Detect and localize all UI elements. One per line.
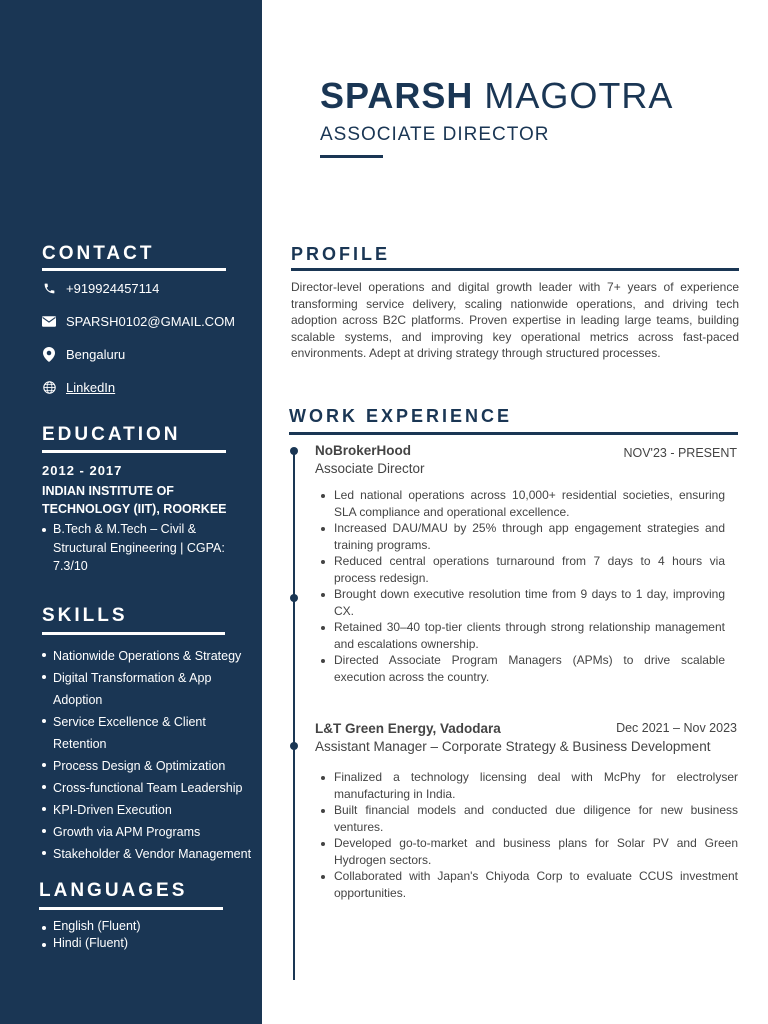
location-text: Bengaluru (66, 346, 126, 362)
job-bullet: Reduced central operations turnaround from 7 days to 4 hours via process redesign. (334, 554, 725, 585)
mail-icon (42, 314, 56, 328)
job-dates: NOV'23 - PRESENT (623, 446, 737, 460)
job-bullet: Finalized a technology licensing deal with McPhy for electrolyser manufacturing in India. (334, 770, 738, 801)
job-company: NoBrokerHood (315, 443, 412, 458)
skills-list (42, 645, 262, 865)
experience-heading: WORK EXPERIENCE (289, 406, 513, 426)
job-bullet: Directed Associate Program Managers (APMs) to drive scalable execution across the country. (334, 653, 725, 684)
job-bullet: Led national operations across 10,000+ residential societies, ensuring SLA compliance and operational excellence. (334, 488, 725, 519)
last-name: MAGOTRA (484, 75, 674, 116)
skill-item: Stakeholder & Vendor Management (42, 843, 262, 865)
skill-item: Cross-functional Team Leadership (42, 777, 262, 799)
skill-item: Nationwide Operations & Strategy (42, 645, 262, 667)
job-bullet: Retained 30–40 top-tier clients through strong relationship management and escalations ownership. (334, 620, 725, 651)
languages-divider (39, 907, 223, 910)
education-years: 2012 - 2017 (42, 463, 123, 478)
phone-icon (42, 281, 56, 295)
languages-list (42, 918, 141, 952)
language-item: Hindi (Fluent) (42, 935, 141, 952)
profile-summary: Director-level operations and digital growth leader with 7+ years of experience transforming service delivery, scaling nationwide operations, and driving tech adoption across B2C platforms. Proven expertise in leading large teams, building scalable systems, and improving key operational metrics across fast-paced environments. Adept at driving strategy through structured processes. (291, 280, 739, 360)
timeline-dot (290, 447, 298, 455)
linkedin-link[interactable]: LinkedIn (66, 379, 116, 395)
education-degree: B.Tech & M.Tech – Civil & Structural Engineering | CGPA: 7.3/10 (42, 520, 242, 576)
experience-divider (289, 432, 738, 435)
phone-number: +919924457114 (66, 280, 160, 296)
contact-phone (42, 279, 159, 297)
contact-heading: CONTACT (42, 243, 155, 264)
job-bullet-list (334, 487, 725, 685)
job-dates: Dec 2021 – Nov 2023 (616, 721, 737, 735)
language-item: English (Fluent) (42, 918, 141, 935)
job-bullet: Built financial models and conducted due diligence for new business ventures. (334, 803, 738, 834)
email-address[interactable]: SPARSH0102@GMAIL.COM (66, 313, 236, 329)
contact-email (42, 312, 235, 330)
education-divider (42, 450, 226, 453)
profile-divider (291, 268, 739, 271)
skill-item: KPI-Driven Execution (42, 799, 262, 821)
job-bullet-list (334, 769, 738, 901)
sidebar (0, 0, 262, 1024)
timeline-dot (290, 742, 298, 750)
job-company: L&T Green Energy, Vadodara (315, 721, 501, 736)
skills-heading: SKILLS (42, 605, 128, 626)
skill-item: Service Excellence & Client Retention (42, 711, 262, 755)
timeline-dot (290, 594, 298, 602)
globe-icon (42, 380, 56, 394)
skill-item: Digital Transformation & App Adoption (42, 667, 262, 711)
timeline-line (293, 450, 295, 980)
job-role: Associate Director (315, 461, 425, 476)
contact-linkedin (42, 378, 115, 396)
location-pin-icon (42, 347, 56, 361)
contact-location (42, 345, 125, 363)
full-name (320, 75, 673, 117)
skill-item: Process Design & Optimization (42, 755, 262, 777)
education-school: INDIAN INSTITUTE OF TECHNOLOGY (IIT), ROORKEE (42, 484, 227, 516)
contact-divider (42, 268, 226, 271)
languages-heading: LANGUAGES (39, 880, 188, 901)
title-underline (320, 155, 383, 158)
job-role: Assistant Manager – Corporate Strategy & Business Development (315, 739, 711, 754)
education-degree-list (42, 520, 242, 576)
job-bullet: Developed go-to-market and business plans for Solar PV and Green Hydrogen sectors. (334, 836, 738, 867)
job-bullet: Increased DAU/MAU by 25% through app engagement strategies and training programs. (334, 521, 725, 552)
profile-heading: PROFILE (291, 244, 391, 264)
job-bullet: Collaborated with Japan's Chiyoda Corp to evaluate CCUS investment opportunities. (334, 869, 738, 900)
education-heading: EDUCATION (42, 424, 181, 445)
skills-divider (42, 632, 225, 635)
job-title: ASSOCIATE DIRECTOR (320, 124, 550, 145)
skill-item: Growth via APM Programs (42, 821, 262, 843)
job-bullet: Brought down executive resolution time from 9 days to 1 day, improving CX. (334, 587, 725, 618)
first-name: SPARSH (320, 75, 474, 116)
